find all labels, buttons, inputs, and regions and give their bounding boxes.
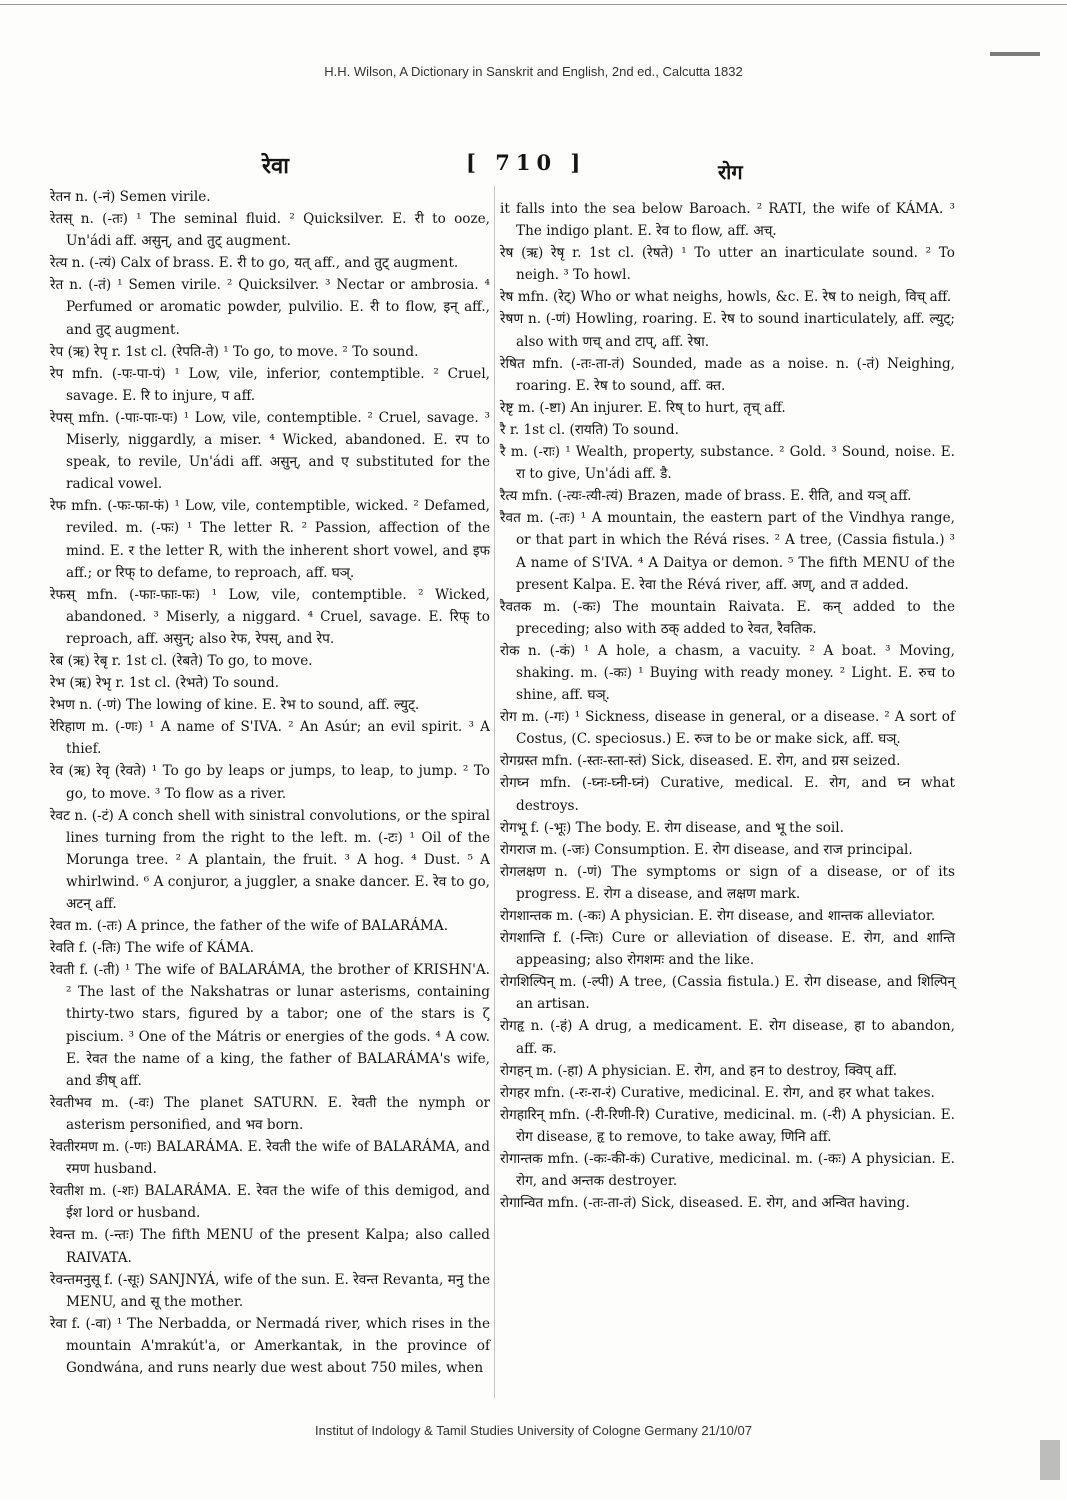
dictionary-entry: रोगराज m. (-जः) Consumption. E. रोग disease, and राज principal. — [500, 841, 913, 858]
dictionary-entry: रोगहन् m. (-हा) A physician. E. रोग, and हन to destroy, क्विप् aff. — [500, 1062, 898, 1079]
dictionary-entry: रेव (ऋ) रेवृ (रेवते) ¹ To go by leaps or jumps, to leap, to jump. ² To go, to move. ³ To flow as a river. — [50, 763, 490, 802]
dictionary-entry: रेवट n. (-टं) A conch shell with sinistral convolutions, or the spiral lines turning from the right to the left. m. (-टः) ¹ Oil of the Morunga tree. ² A plantain, the fruit. ³ A hog. ⁴ Dust. ⁵ A whirlwind. ⁶ A conjuror, a juggler, a snake dancer. E. रेव to go, अटन् aff. — [50, 807, 490, 912]
dictionary-entry: रै r. 1st cl. (रायति) To sound. — [500, 421, 679, 438]
guide-word-right: रोग — [718, 160, 743, 184]
dictionary-entry: रेवतीश m. (-शः) BALARÁMA. E. रेवत the wife of this demigod, and ईश lord or husband. — [50, 1183, 490, 1222]
dictionary-entry: रोग m. (-गः) ¹ Sickness, disease in general, or a disease. ² A sort of Costus, (C. speciosus.) E. रुज to be or make sick, aff. घञ्. — [500, 709, 955, 748]
dictionary-entry: रेवतीभव m. (-वः) The planet SATURN. E. रेवती the nymph or asterism personified, and भव born. — [50, 1094, 490, 1133]
dictionary-entry: रेवत m. (-तः) A prince, the father of the wife of BALARÁMA. — [50, 918, 449, 935]
dictionary-entry: रेष्टृ m. (-ष्टा) An injurer. E. रिष् to hurt, तृच् aff. — [500, 399, 786, 416]
scan-smudge-bottom-right — [1040, 1440, 1060, 1480]
dictionary-entry: रेष mfn. (रेट्) Who or what neighs, howls, &c. E. रेष to neigh, विच् aff. — [500, 289, 952, 306]
scan-smudge-top-right — [990, 52, 1040, 56]
dictionary-entry: रोगघ्न mfn. (-घ्नः-घ्नी-घ्नं) Curative, medical. E. रोग, and घ्न what destroys. — [500, 775, 955, 814]
dictionary-entry: रोगभू f. (-भूः) The body. E. रोग disease, and भू the soil. — [500, 819, 844, 836]
dictionary-entry: रोगहृ n. (-हं) A drug, a medicament. E. रोग disease, हा to abandon, aff. क. — [500, 1018, 955, 1057]
dictionary-entry: रेष (ऋ) रेषृ r. 1st cl. (रेषते) ¹ To utter an inarticulate sound. ² To neigh. ³ To howl. — [500, 245, 955, 284]
dictionary-entry: रेषित mfn. (-तः-ता-तं) Sounded, made as a noise. n. (-तं) Neighing, roaring. E. रेष to sound, aff. क्त. — [500, 355, 955, 394]
dictionary-entry: रोगशान्तक m. (-कः) A physician. E. रोग disease, and शान्तक alleviator. — [500, 908, 936, 924]
dictionary-entry: रेवतीरमण m. (-णः) BALARÁMA. E. रेवती the wife of BALARÁMA, and रमण husband. — [50, 1139, 490, 1178]
guide-word-left: रेवा — [262, 153, 289, 179]
dictionary-entry: रेतन n. (-नं) Semen virile. — [50, 189, 211, 205]
dictionary-entry: रेवन्त m. (-न्तः) The fifth MENU of the present Kalpa; also called RAIVATA. — [50, 1227, 490, 1266]
dictionary-entry: रेभण n. (-णं) The lowing of kine. E. रेभ to sound, aff. ल्युट्. — [50, 697, 420, 714]
dictionary-entry: रेप mfn. (-पः-पा-पं) ¹ Low, vile, inferior, contemptible. ² Cruel, savage. E. रि to injure, प aff. — [50, 365, 490, 404]
left-column — [50, 186, 490, 1379]
dictionary-entry: रेपस् mfn. (-पाः-पाः-पः) ¹ Low, vile, contemptible. ² Cruel, savage. ³ Miserly, niggardly, a miser. ⁴ Wicked, abandoned. E. रप to speak, to revile, Un'ádi aff. असुन्, and ए substituted for the radical vowel. — [50, 409, 490, 493]
dictionary-entry: रेफस् mfn. (-फाः-फाः-फः) ¹ Low, vile, contemptible. ² Wicked, abandoned. ³ Miserly, a niggard. ⁴ Cruel, savage. E. रिफ् to reproach, aff. असुन्; also रेफ, रेपस्, and रेप. — [50, 586, 490, 647]
dictionary-entry: रेफ mfn. (-फः-फा-फं) ¹ Low, vile, contemptible, wicked. ² Defamed, reviled. m. (-फः) ¹ The letter R. ² Passion, affection of the mind. E. र the letter R, with the inherent short vowel, and इफ aff.; or रिफ् to defame, to reproach, aff. घञ्. — [50, 498, 490, 581]
dictionary-entry: रोगशान्ति f. (-न्तिः) Cure or alleviation of disease. E. रोग, and शान्ति appeasing; also रोगशमः and the like. — [500, 930, 955, 969]
dictionary-entry: रोगान्वित mfn. (-तः-ता-तं) Sick, diseased. E. रोग, and अन्वित having. — [500, 1195, 910, 1212]
page-number: [ 710 ] — [466, 150, 587, 175]
dictionary-entry: it falls into the sea below Baroach. ² RATI, the wife of KÁMA. ³ The indigo plant. E. रेव to flow, aff. अच्. — [500, 201, 955, 240]
right-column — [500, 198, 955, 1214]
dictionary-entry: रोगहर mfn. (-रः-रा-रं) Curative, medicinal. E. रोग, and हर what takes. — [500, 1084, 935, 1101]
dictionary-entry: रेभ (ऋ) रेभृ r. 1st cl. (रेभते) To sound. — [50, 675, 280, 692]
dictionary-entry: रेषण n. (-णं) Howling, roaring. E. रेष to sound inarticulately, aff. ल्युट्; also with णच् and टाप्, aff. रेषा. — [500, 311, 955, 350]
dictionary-entry: रेप (ऋ) रेपृ r. 1st cl. (रेपति-ते) ¹ To go, to move. ² To sound. — [50, 343, 419, 360]
dictionary-entry: रोगान्तक mfn. (-कः-की-कं) Curative, medicinal. m. (-कः) A physician. E. रोग, and अन्तक destroyer. — [500, 1151, 955, 1190]
dictionary-entry: रोक n. (-कं) ¹ A hole, a chasm, a vacuity. ² A boat. ³ Moving, shaking. m. (-कः) ¹ Buying with ready money. ² Light. E. रुच to shine, aff. घञ्. — [500, 642, 955, 704]
dictionary-entry: रैत्य mfn. (-त्यः-त्यी-त्यं) Brazen, made of brass. E. रीति, and यञ् aff. — [500, 488, 912, 505]
dictionary-entry: रै m. (-राः) ¹ Wealth, property, substance. ² Gold. ³ Sound, noise. E. रा to give, Un'ádi aff. डै. — [500, 444, 955, 483]
dictionary-entry: रेवा f. (-वा) ¹ The Nerbadda, or Nermadá river, which rises in the mountain A'mrakút'a, or Amerkantak, in the province of Gondwána, and runs nearly due west about 750 miles, when — [50, 1315, 490, 1376]
running-footer: Institut of Indology & Tamil Studies University of Cologne Germany 21/10/07 — [315, 1423, 752, 1438]
dictionary-entry: रोगलक्षण n. (-णं) The symptoms or sign of a disease, or of its progress. E. रोग a disease, and लक्षण mark. — [500, 863, 955, 902]
dictionary-entry: रेत्य n. (-त्यं) Calx of brass. E. री to go, यत् aff., and तुट् augment. — [50, 255, 459, 272]
dictionary-entry: रेवति f. (-तिः) The wife of KÁMA. — [50, 940, 255, 957]
dictionary-entry: रेतस् n. (-तः) ¹ The seminal fluid. ² Quicksilver. E. री to ooze, Un'ádi aff. असुन्, and तुट् augment. — [50, 211, 490, 250]
dictionary-entry: रेत n. (-तं) ¹ Semen virile. ² Quicksilver. ³ Nectar or ambrosia. ⁴ Perfumed or aromatic powder, pulvilio. E. री to flow, इन् aff., and तुट् augment. — [50, 277, 490, 338]
dictionary-entry: रैवत m. (-तः) ¹ A mountain, the eastern part of the Vindhya range, or that part in which the Révá rises. ² A tree, (Cassia fistula.) ³ A name of S'IVA. ⁴ A Daitya or demon. ⁵ The fifth MENU of the present Kalpa. E. रेवा the Révá river, aff. अण्, and त added. — [500, 510, 955, 593]
scan-top-edge — [0, 4, 1067, 5]
dictionary-entry: रोगहारिन् mfn. (-री-रिणी-रि) Curative, medicinal. m. (-री) A physician. E. रोग disease, हृ to remove, to take away, णिनि aff. — [500, 1106, 955, 1145]
dictionary-entry: रोगशिल्पिन् m. (-ल्पी) A tree, (Cassia fistula.) E. रोग disease, and शिल्पिन् an artisan. — [500, 974, 955, 1013]
dictionary-entry: रेरिहाण m. (-णः) ¹ A name of S'IVA. ² An Asúr; an evil spirit. ³ A thief. — [50, 719, 490, 758]
running-header: H.H. Wilson, A Dictionary in Sanskrit and English, 2nd ed., Calcutta 1832 — [324, 64, 743, 79]
dictionary-entry: रेवती f. (-ती) ¹ The wife of BALARÁMA, the brother of KRISHN'A. ² The last of the Nakshatras or lunar asterisms, containing thirty-two stars, figured by a tabor; one of the stars is ζ piscium. ³ One of the Mátris or energies of the gods. ⁴ A cow. E. रेवत the name of a king, the father of BALARÁMA's wife, and ङीष् aff. — [50, 962, 490, 1089]
dictionary-entry: रोगग्रस्त mfn. (-स्तः-स्ता-स्तं) Sick, diseased. E. रोग, and ग्रस seized. — [500, 753, 901, 770]
dictionary-entry: रैवतक m. (-कः) The mountain Raivata. E. कन् added to the preceding; also with ठक् added to रेवत, रैवतिक. — [500, 598, 955, 637]
dictionary-entry: रेवन्तमनुसू f. (-सूः) SANJNYÁ, wife of the sun. E. रेवन्त Revanta, मनु the MENU, and सू the mother. — [50, 1271, 490, 1310]
dictionary-entry: रेब (ऋ) रेबृ r. 1st cl. (रेबते) To go, to move. — [50, 652, 313, 669]
column-divider — [494, 186, 495, 1398]
